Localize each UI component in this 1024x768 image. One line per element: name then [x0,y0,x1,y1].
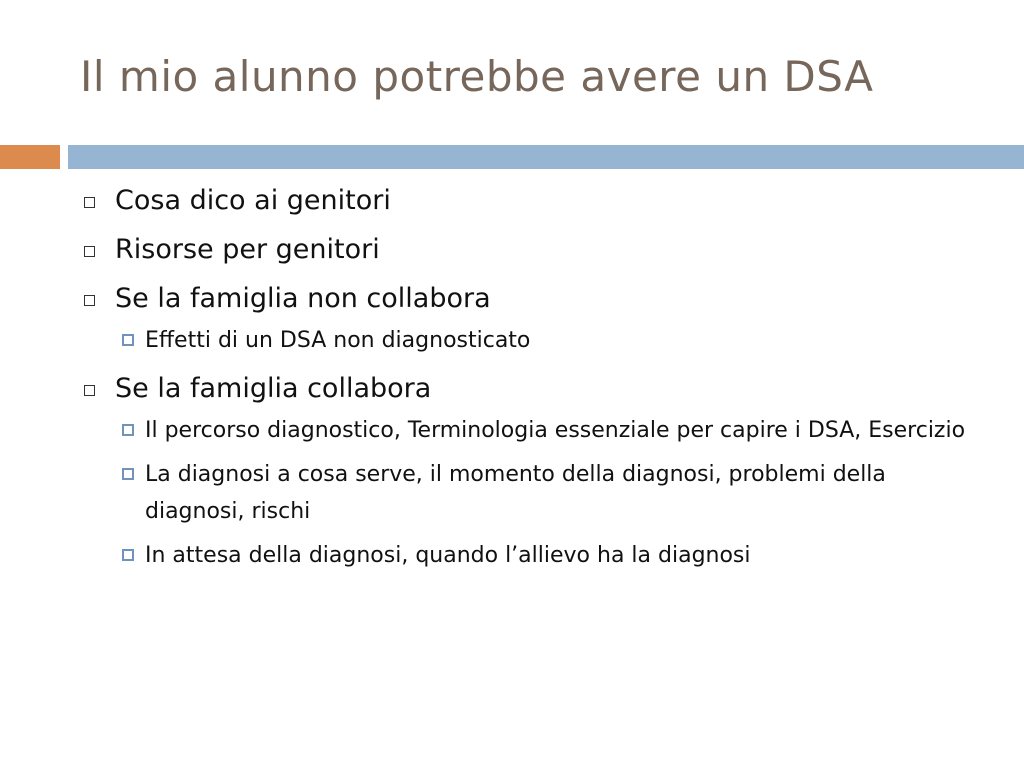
sub-bullet-text: Il percorso diagnostico, Terminologia essenziale per capire i DSA, Esercizio [145,418,966,443]
sub-bullet-item [122,322,980,359]
square-bullet-icon [84,385,95,396]
blue-square-bullet-icon [122,549,134,561]
bullet-item [80,370,980,408]
square-bullet-icon [84,197,95,208]
bullet-item [80,231,980,269]
bullet-item [80,280,980,318]
header-divider-bar [68,145,1024,169]
square-bullet-icon [84,246,95,257]
sub-bullet-text: In attesa della diagnosi, quando l’allievo ha la diagnosi [145,543,751,568]
blue-square-bullet-icon [122,424,134,436]
blue-square-bullet-icon [122,468,134,480]
sub-bullet-item [122,456,980,530]
sub-bullet-item [122,412,980,449]
sub-bullet-text: La diagnosi a cosa serve, il momento della diagnosi, problemi della diagnosi, rischi [145,462,886,524]
bullet-text: Se la famiglia non collabora [115,283,491,314]
bullet-text: Cosa dico ai genitori [115,185,391,216]
square-bullet-icon [84,295,95,306]
slide-title: Il mio alunno potrebbe avere un DSA [80,52,874,101]
sub-bullet-item [122,537,980,574]
bullet-item [80,182,980,220]
bullet-text: Risorse per genitori [115,234,380,265]
accent-bar [0,145,60,169]
bullet-list [80,182,980,574]
blue-square-bullet-icon [122,334,134,346]
bullet-text: Se la famiglia collabora [115,373,432,404]
sub-bullet-text: Effetti di un DSA non diagnosticato [145,328,531,353]
